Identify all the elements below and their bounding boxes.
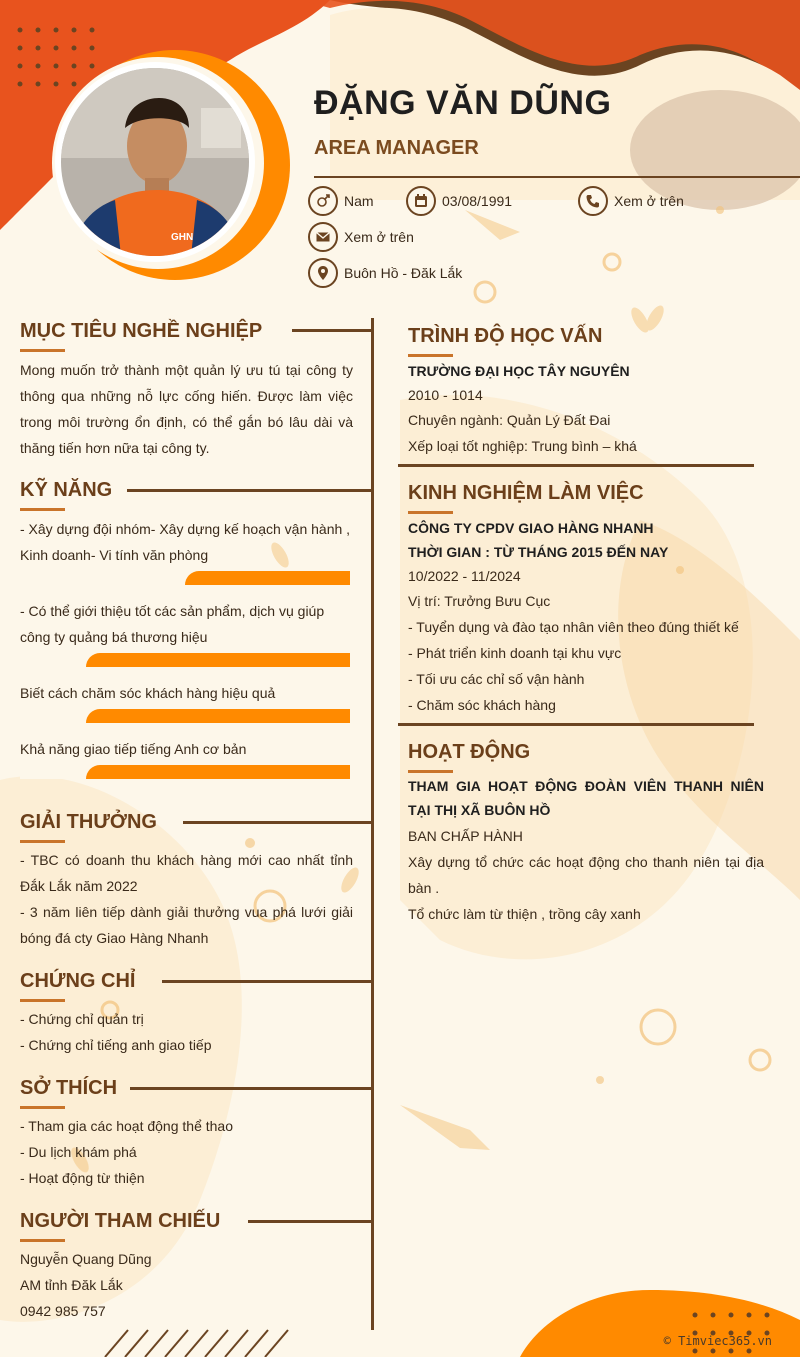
education-period: 2010 - 1014 <box>408 387 483 403</box>
column-divider <box>371 318 374 1330</box>
objective-underline <box>20 349 65 352</box>
employment-time: THỜI GIAN : TỪ THÁNG 2015 ĐẾN NAY <box>408 544 669 560</box>
skill-item: - Có thể giới thiệu tốt các sản phẩm, dịch vụ giúp công ty quảng bá thương hiệu <box>20 603 325 645</box>
certificates-rule <box>162 980 374 983</box>
hobbies-underline <box>20 1106 65 1109</box>
skill-bar <box>20 571 350 585</box>
calendar-icon <box>406 186 436 216</box>
skills-heading: KỸ NĂNG <box>20 479 113 501</box>
experience-line: - Tối ưu các chỉ số vận hành <box>408 671 585 687</box>
svg-text:GHN: GHN <box>171 232 194 243</box>
skill-item: Khả năng giao tiếp tiếng Anh cơ bản <box>20 741 247 757</box>
profile-photo <box>61 68 249 256</box>
awards-rule <box>183 821 374 824</box>
address-info <box>308 258 462 288</box>
skill-bar-fill <box>86 765 350 779</box>
activity-role: BAN CHẤP HÀNH <box>408 828 523 844</box>
objective-heading: MỤC TIÊU NGHỀ NGHIỆP <box>20 320 263 342</box>
phone-icon <box>578 186 608 216</box>
gender-info <box>308 186 374 216</box>
references-rule <box>248 1220 374 1223</box>
certificate-item: - Chứng chỉ quản trị <box>20 1011 144 1027</box>
hobby-item: - Du lịch khám phá <box>20 1144 137 1160</box>
references-underline <box>20 1239 65 1242</box>
header-divider <box>314 176 800 178</box>
objective-rule <box>292 329 374 332</box>
activity-description: Tổ chức làm từ thiện , trồng cây xanh <box>408 906 641 922</box>
email-info <box>308 222 414 252</box>
skill-bar <box>20 765 350 779</box>
education-heading: TRÌNH ĐỘ HỌC VẤN <box>408 325 603 347</box>
skill-item: - Xây dựng đội nhóm- Xây dựng kế hoạch vận hành , Kinh doanh- Vi tính văn phòng <box>20 521 351 563</box>
skill-bar <box>20 709 350 723</box>
reference-position: AM tỉnh Đăk Lắk <box>20 1277 123 1293</box>
reference-phone: 0942 985 757 <box>20 1303 106 1319</box>
hobby-item: - Hoạt động từ thiện <box>20 1170 145 1186</box>
gender-value: Nam <box>344 193 374 209</box>
activities-underline <box>408 770 453 773</box>
school-name: TRƯỜNG ĐẠI HỌC TÂY NGUYÊN <box>408 363 630 379</box>
phone-info <box>578 186 684 216</box>
experience-period: 10/2022 - 11/2024 <box>408 568 521 584</box>
objective-text: Mong muốn trở thành một quản lý ưu tú tại công ty thông qua những nỗ lực cống hiến. Được làm việc trong môi trường ổn định, có thể gắn bó lâu dài và thăng tiến hơn nữa tại công ty. <box>20 362 353 456</box>
education-underline <box>408 354 453 357</box>
hobby-item: - Tham gia các hoạt động thể thao <box>20 1118 233 1134</box>
email-icon <box>308 222 338 252</box>
skill-bar <box>20 653 350 667</box>
skills-rule <box>127 489 374 492</box>
phone-value: Xem ở trên <box>614 193 684 209</box>
skill-bar-fill <box>86 653 350 667</box>
experience-heading: KINH NGHIỆM LÀM VIỆC <box>408 482 644 504</box>
experience-line: - Phát triển kinh doanh tại khu vực <box>408 645 622 661</box>
skills-underline <box>20 508 65 511</box>
reference-name: Nguyễn Quang Dũng <box>20 1251 152 1267</box>
skill-item: Biết cách chăm sóc khách hàng hiệu quả <box>20 685 276 701</box>
experience-line: Vị trí: Trưởng Bưu Cục <box>408 593 551 609</box>
certificate-item: - Chứng chỉ tiếng anh giao tiếp <box>20 1037 212 1053</box>
skill-bar-fill <box>185 571 350 585</box>
experience-line: - Chăm sóc khách hàng <box>408 697 556 713</box>
dob-value: 03/08/1991 <box>442 193 513 209</box>
awards-underline <box>20 840 65 843</box>
references-heading: NGƯỜI THAM CHIẾU <box>20 1210 221 1232</box>
award-item: - TBC có doanh thu khách hàng mới cao nhất tỉnh Đắk Lắk năm 2022 <box>20 852 353 894</box>
job-title: AREA MANAGER <box>314 137 479 159</box>
activities-heading: HOẠT ĐỘNG <box>408 741 531 763</box>
address-value: Buôn Hồ - Đăk Lắk <box>344 265 463 281</box>
certificates-heading: CHỨNG CHỈ <box>20 970 136 992</box>
experience-line: - Tuyển dụng và đào tạo nhân viên theo đúng thiết kế <box>408 619 739 635</box>
footer-watermark: © Timviec365.vn <box>663 1334 772 1348</box>
hobbies-heading: SỞ THÍCH <box>20 1077 118 1099</box>
experience-underline <box>408 511 453 514</box>
gender-icon <box>308 186 338 216</box>
awards-heading: GIẢI THƯỞNG <box>20 811 157 833</box>
skill-bar-fill <box>86 709 350 723</box>
education-grade: Xếp loại tốt nghiệp: Trung bình – khá <box>408 438 637 454</box>
company-name: CÔNG TY CPDV GIAO HÀNG NHANH <box>408 520 654 536</box>
experience-rule <box>398 723 754 726</box>
candidate-name: ĐẶNG VĂN DŨNG <box>314 84 612 122</box>
avatar <box>55 62 255 262</box>
activity-organization: THAM GIA HOẠT ĐỘNG ĐOÀN VIÊN THANH NIÊN TẠI THỊ XÃ BUÔN HỒ <box>408 778 764 818</box>
education-major: Chuyên ngành: Quản Lý Đất Đai <box>408 412 611 428</box>
dob-info <box>406 186 512 216</box>
activity-description: Xây dựng tổ chức các hoạt động cho thanh niên tại địa bàn . <box>408 854 764 896</box>
location-icon <box>308 258 338 288</box>
hobbies-rule <box>130 1087 374 1090</box>
certificates-underline <box>20 999 65 1002</box>
email-value: Xem ở trên <box>344 229 414 245</box>
award-item: - 3 năm liên tiếp dành giải thưởng vua phá lưới giải bóng đá cty Giao Hàng Nhanh <box>20 904 353 946</box>
education-rule <box>398 464 754 467</box>
